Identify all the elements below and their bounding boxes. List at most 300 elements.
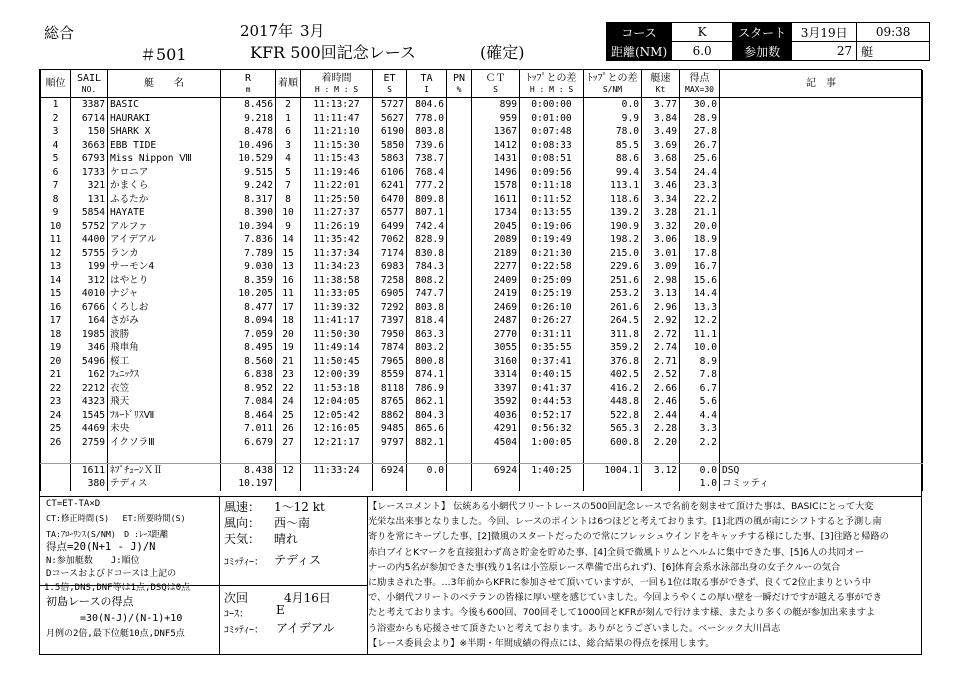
cell-penalty: [447, 220, 472, 234]
cell-sail-no: 5755: [71, 247, 108, 261]
col-header-unit: S: [387, 84, 392, 94]
cell-diff-time: 0:09:56: [520, 166, 584, 180]
cell-diff-time: 0:08:33: [520, 139, 584, 153]
cell-points: 15.6: [680, 274, 720, 288]
cell-remarks: コミッティ: [720, 477, 923, 491]
cell-sail-no: 1611: [71, 463, 108, 477]
cell-elapsed: 5627: [373, 112, 407, 126]
col-header-remarks: [720, 70, 923, 98]
table-row: [41, 314, 923, 328]
cell-diff-snm: 402.5: [584, 368, 642, 382]
cell-rating: 8.456: [221, 98, 276, 112]
cell-corrected: 4504: [472, 436, 520, 450]
cell-rank: 23: [41, 395, 71, 409]
cell-speed: 3.13: [642, 287, 680, 301]
table-row: [41, 206, 923, 220]
cell-rating: 7.836: [221, 233, 276, 247]
cell-boat-name: 飛天: [108, 395, 221, 409]
cell-speed: 3.09: [642, 260, 680, 274]
cell-points: 28.9: [680, 112, 720, 126]
race-status: (確定): [480, 43, 525, 62]
cell-diff-snm: 448.8: [584, 395, 642, 409]
cell-allowance: [407, 449, 447, 463]
table-row: [41, 139, 923, 153]
cell-points: 18.9: [680, 233, 720, 247]
col-header-boat-name: [108, 70, 221, 98]
cell-rank: 17: [41, 314, 71, 328]
cell-finish-time: 11:33:05: [301, 287, 373, 301]
race-comment: [368, 499, 920, 651]
cell-diff-time: 0:22:58: [520, 260, 584, 274]
cell-diff-snm: 85.5: [584, 139, 642, 153]
cell-boat-name: SHARK X: [108, 125, 221, 139]
cell-diff-snm: 261.6: [584, 301, 642, 315]
next-committee-value: アイデアル: [276, 621, 335, 635]
cell-boat-name: HAURAKI: [108, 112, 221, 126]
cell-penalty: [447, 260, 472, 274]
cell-rating: 8.317: [221, 193, 276, 207]
cell-diff-snm: 251.6: [584, 274, 642, 288]
col-header-label: R: [244, 72, 252, 84]
cell-penalty: [447, 449, 472, 463]
cell-remarks: [720, 314, 923, 328]
cell-diff-snm: 376.8: [584, 355, 642, 369]
cell-elapsed: 5850: [373, 139, 407, 153]
cell-allowance: 777.2: [407, 179, 447, 193]
cell-boat-name: HAYATE: [108, 206, 221, 220]
cell-corrected: 2487: [472, 314, 520, 328]
cell-allowance: 0.0: [407, 463, 447, 477]
next-committee-label: ｺﾐｯﾃｨｰ：: [224, 625, 264, 636]
cell-remarks: [720, 98, 923, 112]
cell-rating: 9.242: [221, 179, 276, 193]
table-row: [41, 355, 923, 369]
cell-rank: 24: [41, 409, 71, 423]
cell-remarks: [720, 139, 923, 153]
cell-speed: 3.69: [642, 139, 680, 153]
cell-elapsed: 6106: [373, 166, 407, 180]
cell-allowance: 803.8: [407, 301, 447, 315]
cell-rating: 6.679: [221, 436, 276, 450]
cell-remarks: [720, 422, 923, 436]
wind-speed-label: 風速：: [224, 500, 261, 514]
cell-rank: 9: [41, 206, 71, 220]
cell-diff-time: 0:01:00: [520, 112, 584, 126]
cell-rank: 14: [41, 274, 71, 288]
cell-rating: 8.094: [221, 314, 276, 328]
cell-finish-time: 12:04:05: [301, 395, 373, 409]
cell-finish-time: 11:27:37: [301, 206, 373, 220]
cell-diff-time: 0:19:49: [520, 233, 584, 247]
cell-finish-time: 11:15:30: [301, 139, 373, 153]
cell-diff-snm: 0.0: [584, 98, 642, 112]
cell-sail-no: 1733: [71, 166, 108, 180]
cell-speed: 2.72: [642, 328, 680, 342]
cell-sail-no: 2212: [71, 382, 108, 396]
cell-allowance: 768.4: [407, 166, 447, 180]
col-header-unit: S/NM: [602, 84, 623, 94]
cell-allowance: 882.1: [407, 436, 447, 450]
cell-finish-order: 17: [276, 301, 301, 315]
legend-line-9: =30(N-J)/(N-1)+10: [80, 613, 183, 624]
col-header-label: 記 事: [806, 78, 836, 89]
cell-speed: 3.49: [642, 125, 680, 139]
table-row: [41, 287, 923, 301]
cell-elapsed: 7874: [373, 341, 407, 355]
cell-corrected: 1367: [472, 125, 520, 139]
col-header-unit: NO.: [81, 84, 97, 94]
overall-label: 総合: [44, 24, 75, 42]
cell-finish-order: 18: [276, 314, 301, 328]
cell-sail-no: 4400: [71, 233, 108, 247]
cell-speed: 2.46: [642, 395, 680, 409]
comment-line: 【レース委員会より】※半期・年間成績の得点には、総合結果の得点を採用します。: [368, 637, 715, 649]
cell-rank: 12: [41, 247, 71, 261]
cell-elapsed: 8862: [373, 409, 407, 423]
cell-boat-name: EBB TIDE: [108, 139, 221, 153]
cell-diff-snm: 198.2: [584, 233, 642, 247]
cell-rank: 8: [41, 193, 71, 207]
cell-points: 27.8: [680, 125, 720, 139]
cell-elapsed: 6905: [373, 287, 407, 301]
cell-corrected: 3592: [472, 395, 520, 409]
cell-points: 11.1: [680, 328, 720, 342]
cell-elapsed: 7292: [373, 301, 407, 315]
cell-diff-time: 0:11:52: [520, 193, 584, 207]
cell-penalty: [447, 274, 472, 288]
cell-finish-time: 11:50:30: [301, 328, 373, 342]
cell-boat-name: Miss Nippon Ⅷ: [108, 152, 221, 166]
wind-direction-label: 風向：: [224, 516, 261, 530]
cell-diff-time: 0:25:09: [520, 274, 584, 288]
cell-diff-time: 0:44:53: [520, 395, 584, 409]
cell-points: 13.3: [680, 301, 720, 315]
cell-penalty: [447, 233, 472, 247]
cell-boat-name: ナジャ: [108, 287, 221, 301]
cell-corrected: 3160: [472, 355, 520, 369]
cell-corrected: 2045: [472, 220, 520, 234]
cell-speed: 3.84: [642, 112, 680, 126]
cell-points: 7.8: [680, 368, 720, 382]
cell-diff-time: 0:37:41: [520, 355, 584, 369]
year-label: 2017年: [240, 22, 294, 40]
cell-finish-order: 6: [276, 125, 301, 139]
cell-sail-no: [71, 449, 108, 463]
cell-elapsed: 6499: [373, 220, 407, 234]
col-header-label: 着時間: [321, 72, 352, 84]
cell-corrected: 2089: [472, 233, 520, 247]
cell-speed: 3.68: [642, 152, 680, 166]
start-time: 09:38: [857, 23, 930, 42]
cell-rank: 22: [41, 382, 71, 396]
cell-points: 10.0: [680, 341, 720, 355]
cell-penalty: [447, 314, 472, 328]
cell-allowance: 862.1: [407, 395, 447, 409]
cell-sail-no: 6793: [71, 152, 108, 166]
cell-speed: 2.66: [642, 382, 680, 396]
cell-speed: 2.96: [642, 301, 680, 315]
cell-rank: 25: [41, 422, 71, 436]
cell-boat-name: くろしお: [108, 301, 221, 315]
comment-line: 光栄な出来事となりました。今回、レースのポイントは6つほどと考えております。[1]北西の風が南にシフトすると予測し南: [368, 516, 882, 528]
cell-points: 3.3: [680, 422, 720, 436]
cell-elapsed: 6470: [373, 193, 407, 207]
cell-points: 12.2: [680, 314, 720, 328]
cell-finish-order: 11: [276, 287, 301, 301]
table-row: [41, 395, 923, 409]
table-row: [41, 233, 923, 247]
cell-remarks: DSQ: [720, 463, 923, 477]
cell-finish-time: 11:22:01: [301, 179, 373, 193]
table-row: [41, 409, 923, 423]
cell-speed: 3.54: [642, 166, 680, 180]
cell-finish-time: 11:39:32: [301, 301, 373, 315]
committee-value: テディス: [274, 553, 322, 567]
col-header-unit: S: [493, 84, 498, 94]
cell-speed: 3.01: [642, 247, 680, 261]
cell-speed: 2.28: [642, 422, 680, 436]
cell-remarks: [720, 436, 923, 450]
distance-label: 距離(NM): [607, 42, 672, 61]
wind-speed-value: 1～12 kt: [274, 500, 325, 514]
comment-line: 寄りを常にキープした事、[2]微風のスタートだったので常にフレッシュウインドをキャッチする様にした事、[3]往路と帰路の: [368, 531, 889, 543]
cell-allowance: 738.7: [407, 152, 447, 166]
cell-finish-time: 11:19:46: [301, 166, 373, 180]
cell-rank: 7: [41, 179, 71, 193]
cell-points: 6.7: [680, 382, 720, 396]
col-header-speed: [642, 70, 680, 98]
cell-diff-time: 0:00:00: [520, 98, 584, 112]
cell-boat-name: さがみ: [108, 314, 221, 328]
cell-diff-snm: 600.8: [584, 436, 642, 450]
cell-rating: 10.197: [221, 477, 276, 491]
cell-rank: 2: [41, 112, 71, 126]
cell-diff-time: 1:40:25: [520, 463, 584, 477]
next-race-label: 次回: [224, 591, 249, 605]
cell-elapsed: 8559: [373, 368, 407, 382]
cell-points: 16.7: [680, 260, 720, 274]
cell-corrected: 2409: [472, 274, 520, 288]
cell-finish-order: [276, 477, 301, 491]
cell-rank: 5: [41, 152, 71, 166]
cell-boat-name: BASIC: [108, 98, 221, 112]
cell-penalty: [447, 382, 472, 396]
weather-label: 天気：: [224, 532, 261, 546]
cell-elapsed: 6983: [373, 260, 407, 274]
table-row: [41, 125, 923, 139]
cell-rank: 18: [41, 328, 71, 342]
cell-penalty: [447, 98, 472, 112]
table-row: [41, 274, 923, 288]
cell-diff-time: 0:26:27: [520, 314, 584, 328]
cell-diff-snm: 99.4: [584, 166, 642, 180]
cell-allowance: 804.3: [407, 409, 447, 423]
cell-points: 30.0: [680, 98, 720, 112]
wind-direction-value: 西～南: [274, 516, 311, 530]
cell-allowance: 786.9: [407, 382, 447, 396]
cell-elapsed: 8765: [373, 395, 407, 409]
table-row: [41, 112, 923, 126]
cell-diff-snm: [584, 449, 642, 463]
cell-remarks: [720, 152, 923, 166]
cell-sail-no: 6714: [71, 112, 108, 126]
results-table: [40, 70, 923, 491]
cell-finish-order: 9: [276, 220, 301, 234]
cell-points: 24.4: [680, 166, 720, 180]
legend-line-10: 月例の2倍,最下位艇10点,DNF5点: [46, 629, 185, 639]
cell-penalty: [447, 395, 472, 409]
comment-line: に励まされた事。…3年前からKFRに参加させて頂いていますが、一回も1位は取る事ができず、良くて2位止まりという中: [368, 577, 872, 589]
cell-rank: 3: [41, 125, 71, 139]
legend-line-6: Dコースおよびドコースは上記の: [46, 569, 177, 579]
cell-diff-snm: 113.1: [584, 179, 642, 193]
cell-allowance: 778.0: [407, 112, 447, 126]
col-header-unit: H : M : S: [314, 84, 359, 94]
cell-points: 8.9: [680, 355, 720, 369]
cell-boat-name: アルファ: [108, 220, 221, 234]
cell-sail-no: 5854: [71, 206, 108, 220]
cell-penalty: [447, 206, 472, 220]
col-header-label: ET: [383, 72, 396, 84]
cell-sail-no: 1545: [71, 409, 108, 423]
cell-rank: 11: [41, 233, 71, 247]
cell-penalty: [447, 436, 472, 450]
cell-boat-name: ﾌｪﾆｯｸｽ: [108, 368, 221, 382]
cell-finish-order: 23: [276, 368, 301, 382]
cell-rating: 7.011: [221, 422, 276, 436]
cell-penalty: [447, 166, 472, 180]
next-course-value: E: [276, 603, 285, 617]
cell-rank: 10: [41, 220, 71, 234]
cell-allowance: 808.2: [407, 274, 447, 288]
cell-diff-snm: 215.0: [584, 247, 642, 261]
cell-speed: [642, 449, 680, 463]
cell-speed: 2.44: [642, 409, 680, 423]
cell-rank: 21: [41, 368, 71, 382]
cell-elapsed: 5863: [373, 152, 407, 166]
cell-rating: [221, 449, 276, 463]
cell-allowance: 800.8: [407, 355, 447, 369]
cell-corrected: 1496: [472, 166, 520, 180]
cell-boat-name: [108, 449, 221, 463]
entries-unit: 艇: [857, 42, 930, 61]
cell-elapsed: 6924: [373, 463, 407, 477]
comment-line: で、小網代フリートのベテランの皆様に厚い壁を感じていました。今回ようやくこの厚い壁を一瞬だけですが越える事ができ: [368, 592, 882, 604]
distance-value: 6.0: [672, 42, 733, 61]
start-label: スタート: [733, 23, 792, 42]
cell-sail-no: 164: [71, 314, 108, 328]
cell-allowance: 863.3: [407, 328, 447, 342]
cell-penalty: [447, 341, 472, 355]
cell-finish-time: 11:49:14: [301, 341, 373, 355]
legend-line-2: CT:修正時間(S) ET:所要時間(S): [46, 513, 186, 523]
cell-diff-time: 0:26:10: [520, 301, 584, 315]
cell-finish-order: 26: [276, 422, 301, 436]
cell-remarks: [720, 193, 923, 207]
col-header-penalty: [447, 70, 472, 98]
cell-diff-time: 0:35:55: [520, 341, 584, 355]
table-row: [41, 328, 923, 342]
table-row: [41, 220, 923, 234]
cell-diff-time: 0:56:32: [520, 422, 584, 436]
col-header-label: ﾄｯﾌﾟとの差: [587, 72, 638, 84]
cell-rating: 6.838: [221, 368, 276, 382]
cell-diff-snm: 565.3: [584, 422, 642, 436]
next-course-label: ｺｰｽ：: [224, 609, 249, 620]
cell-points: 17.8: [680, 247, 720, 261]
cell-elapsed: [373, 477, 407, 491]
cell-finish-order: 3: [276, 139, 301, 153]
cell-rating: 7.084: [221, 395, 276, 409]
cell-rating: 8.560: [221, 355, 276, 369]
bottom-section: [40, 496, 921, 655]
cell-remarks: [720, 355, 923, 369]
cell-penalty: [447, 301, 472, 315]
cell-finish-order: [276, 449, 301, 463]
col-header-sail-no: [71, 70, 108, 98]
cell-diff-time: [520, 477, 584, 491]
cell-points: [680, 449, 720, 463]
col-header-allowance: [407, 70, 447, 98]
cell-diff-time: 0:11:18: [520, 179, 584, 193]
cell-elapsed: 7950: [373, 328, 407, 342]
course-label: コース: [607, 23, 672, 42]
cell-finish-time: 11:21:10: [301, 125, 373, 139]
cell-diff-snm: 78.0: [584, 125, 642, 139]
race-number: ＃501: [140, 45, 187, 64]
cell-remarks: [720, 206, 923, 220]
cell-points: 20.0: [680, 220, 720, 234]
cell-remarks: [720, 247, 923, 261]
cell-rating: 8.464: [221, 409, 276, 423]
table-row: [41, 368, 923, 382]
cell-allowance: [407, 477, 447, 491]
cell-diff-time: 0:13:55: [520, 206, 584, 220]
cell-remarks: [720, 179, 923, 193]
cell-remarks: [720, 274, 923, 288]
cell-allowance: 784.3: [407, 260, 447, 274]
cell-boat-name: ケロニア: [108, 166, 221, 180]
cell-penalty: [447, 328, 472, 342]
col-header-label: SAIL: [76, 72, 102, 84]
cell-points: 22.2: [680, 193, 720, 207]
cell-finish-time: 11:41:17: [301, 314, 373, 328]
cell-remarks: [720, 328, 923, 342]
cell-diff-snm: [584, 477, 642, 491]
col-header-label: 得点: [689, 72, 710, 84]
cell-rating: 8.390: [221, 206, 276, 220]
cell-sail-no: 1985: [71, 328, 108, 342]
cell-elapsed: 7397: [373, 314, 407, 328]
cell-elapsed: [373, 449, 407, 463]
cell-boat-name: 波勝: [108, 328, 221, 342]
cell-sail-no: 346: [71, 341, 108, 355]
cell-elapsed: 6190: [373, 125, 407, 139]
table-row: [41, 260, 923, 274]
cell-points: 5.6: [680, 395, 720, 409]
cell-rating: 9.030: [221, 260, 276, 274]
cell-finish-time: 12:05:42: [301, 409, 373, 423]
table-row: [41, 341, 923, 355]
table-row: [41, 166, 923, 180]
col-header-label: PN: [452, 72, 466, 84]
cell-finish-time: 12:00:39: [301, 368, 373, 382]
cell-rank: [41, 449, 71, 463]
comment-line: たと考えております。今後も600回、700回そして1000回とKFRが刻んで行けます様、またより多くの艇が参加出来ますよ: [368, 607, 876, 619]
col-header-rank: [41, 70, 71, 98]
table-row: [41, 422, 923, 436]
table-row: [41, 477, 923, 491]
